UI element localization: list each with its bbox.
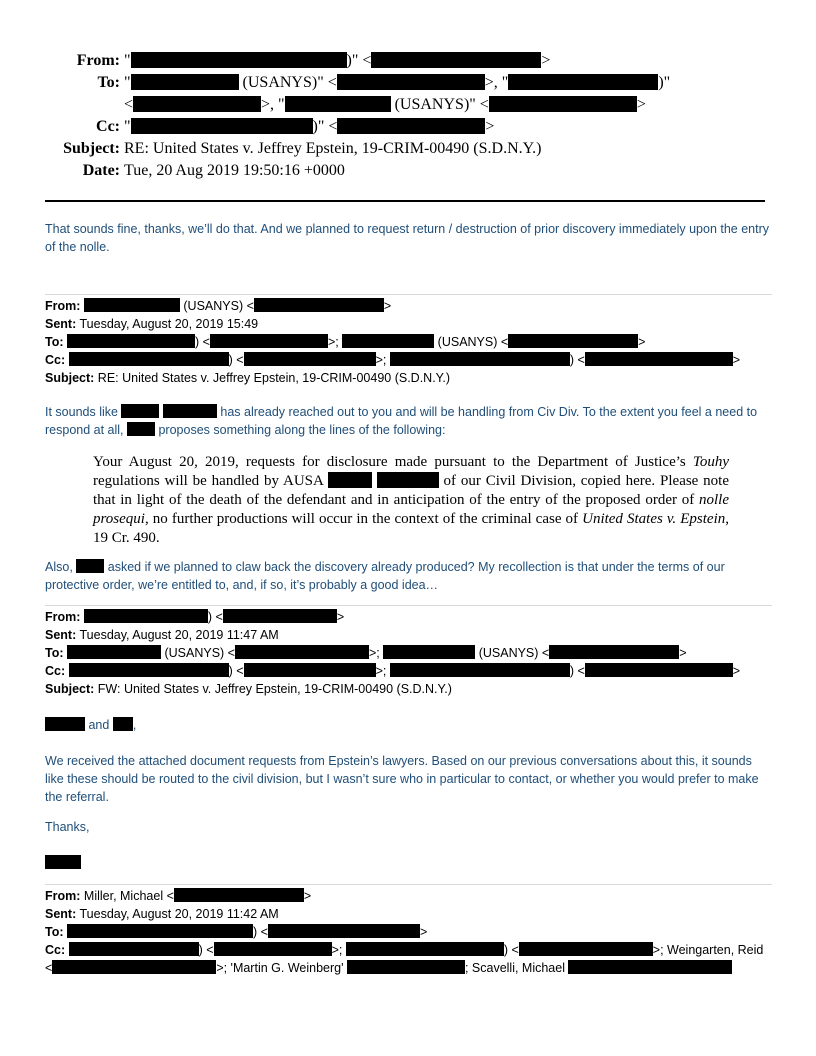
msg4-to-row	[45, 923, 771, 941]
bracket: <	[124, 96, 134, 113]
redaction	[377, 472, 439, 488]
msg3-subject-row	[45, 680, 771, 698]
redaction	[214, 942, 332, 956]
from-value: Miller, Michael <	[83, 889, 174, 903]
from-label: From:	[45, 889, 81, 903]
redaction	[342, 334, 434, 348]
redaction	[235, 645, 369, 659]
bracket: >	[679, 646, 687, 660]
msg3-signature	[45, 854, 771, 872]
redaction	[244, 352, 376, 366]
from-value	[124, 50, 550, 72]
redaction	[489, 96, 637, 112]
sent-label: Sent:	[45, 317, 77, 331]
redaction	[52, 960, 216, 974]
redaction	[390, 352, 570, 366]
msg3-from-row	[45, 608, 771, 626]
redaction	[45, 717, 85, 731]
cc-text: ; Scavelli, Michael	[464, 961, 569, 975]
redaction	[244, 663, 376, 677]
cc-text: >; Weingarten, Reid	[652, 943, 764, 957]
redaction	[69, 663, 229, 677]
redaction	[223, 609, 337, 623]
cc-label: Cc:	[45, 353, 66, 367]
redaction	[383, 645, 475, 659]
sent-label: Sent:	[45, 628, 77, 642]
to-text: >;	[368, 646, 384, 660]
header-from-row	[0, 50, 816, 72]
to-label: To:	[45, 335, 64, 349]
msg4-cc-row-2	[45, 959, 771, 977]
redaction	[585, 663, 733, 677]
redaction	[508, 334, 638, 348]
cc-text: ) <	[228, 353, 244, 367]
bracket: >	[732, 353, 741, 367]
redaction	[121, 404, 159, 418]
to-text: (USANYS)" <	[238, 74, 337, 91]
bracket: >	[636, 96, 646, 113]
msg2-paragraph-1: It sounds like has already reached out to you and will be handling from Civ Div. To the extent you feel a need to respond at all, proposes something along the lines of the following:	[45, 405, 758, 437]
redaction	[67, 924, 253, 938]
redaction	[328, 472, 372, 488]
msg4-sent-row	[45, 905, 771, 923]
redaction	[371, 52, 541, 68]
msg3-greeting: and ,	[45, 716, 771, 734]
cc-text: ) <	[228, 664, 244, 678]
subject-label: Subject:	[45, 682, 95, 696]
redaction	[45, 855, 81, 869]
cc-label: Cc:	[45, 943, 66, 957]
message-separator	[45, 294, 772, 295]
cc-value	[124, 116, 494, 138]
cc-label: Cc:	[45, 664, 66, 678]
redaction	[585, 352, 733, 366]
to-text: (USANYS) <	[161, 646, 235, 660]
msg2-sent-row	[45, 315, 771, 333]
redaction	[133, 96, 261, 112]
sent-value: Tuesday, August 20, 2019 15:49	[79, 317, 259, 331]
sent-label: Sent:	[45, 907, 77, 921]
msg2-to-row	[45, 333, 771, 351]
subject-label: Subject:	[63, 140, 120, 157]
from-label: From:	[45, 610, 81, 624]
to-text: >, "	[261, 96, 285, 113]
email-body	[45, 220, 771, 977]
cc-text: ) <	[503, 943, 519, 957]
cc-text: >;	[331, 943, 346, 957]
subject-label: Subject:	[45, 371, 95, 385]
to-text: >;	[327, 335, 343, 349]
redaction	[127, 422, 155, 436]
redaction	[67, 645, 161, 659]
subject-value: RE: United States v. Jeffrey Epstein, 19-CRIM-00490 (S.D.N.Y.)	[124, 140, 542, 157]
redaction	[268, 924, 420, 938]
to-text: ) <	[253, 925, 268, 939]
bracket: >	[419, 925, 428, 939]
to-text: (USANYS)" <	[390, 96, 489, 113]
redaction	[254, 298, 384, 312]
redaction	[131, 52, 347, 68]
subject-value: FW: United States v. Jeffrey Epstein, 19-CRIM-00490 (S.D.N.Y.)	[97, 682, 452, 696]
subject-value: RE: United States v. Jeffrey Epstein, 19-CRIM-00490 (S.D.N.Y.)	[97, 371, 451, 385]
msg3-cc-row	[45, 662, 771, 680]
cc-text: ) <	[569, 353, 585, 367]
redaction	[549, 645, 679, 659]
cc-text: ) <	[569, 664, 585, 678]
redaction	[76, 559, 104, 573]
header-cc-row	[0, 116, 816, 138]
to-label: To:	[45, 646, 64, 660]
quote-mark: "	[124, 74, 131, 91]
to-label: To:	[97, 74, 120, 91]
quote-mark: "	[124, 118, 131, 135]
email-header	[0, 50, 816, 182]
cc-label: Cc:	[96, 118, 120, 135]
header-date-row	[0, 160, 816, 182]
date-label: Date:	[82, 162, 120, 179]
to-text: )"	[658, 74, 671, 91]
redaction	[337, 74, 485, 90]
bracket: >	[732, 664, 741, 678]
from-label: From:	[45, 299, 81, 313]
cc-text: ) <	[198, 943, 214, 957]
redaction	[390, 663, 570, 677]
msg2-from-row	[45, 297, 771, 315]
cc-text: >; 'Martin G. Weinberg'	[216, 961, 347, 975]
cc-text: )" <	[312, 118, 338, 135]
to-text: (USANYS) <	[434, 335, 509, 349]
bracket: <	[45, 961, 53, 975]
message-separator	[45, 884, 772, 885]
to-value	[124, 72, 670, 94]
to-text: ) <	[195, 335, 210, 349]
msg2-subject-row	[45, 369, 771, 387]
bracket: >	[303, 889, 312, 903]
sent-value: Tuesday, August 20, 2019 11:42 AM	[79, 907, 279, 921]
redaction	[69, 352, 229, 366]
date-value: Tue, 20 Aug 2019 19:50:16 +0000	[124, 162, 345, 179]
header-to-row-2	[0, 94, 816, 116]
bracket: >	[638, 335, 646, 349]
msg2-cc-row	[45, 351, 771, 369]
msg3-sent-row	[45, 626, 771, 644]
header-divider	[45, 200, 765, 202]
from-text: ) <	[207, 610, 223, 624]
msg4-cc-row	[45, 941, 771, 959]
to-text: (USANYS) <	[475, 646, 550, 660]
redaction	[131, 74, 239, 90]
redaction	[285, 96, 391, 112]
to-label: To:	[45, 925, 64, 939]
msg3-to-row	[45, 644, 771, 662]
from-text: (USANYS) <	[179, 299, 254, 313]
redaction	[84, 298, 180, 312]
cc-text: >;	[375, 353, 390, 367]
redaction	[69, 942, 199, 956]
redaction	[163, 404, 217, 418]
redaction	[113, 717, 133, 731]
redaction	[508, 74, 658, 90]
cc-text: >;	[375, 664, 390, 678]
redaction	[210, 334, 328, 348]
redaction	[568, 960, 732, 974]
header-to-row	[0, 72, 816, 94]
quote-mark: )" <	[346, 52, 372, 69]
redaction	[67, 334, 195, 348]
bracket: >	[485, 118, 495, 135]
msg3-paragraph: We received the attached document requests from Epstein’s lawyers. Based on our previous conversations about this, it sounds like these should be routed to the civil division, but I wasn’t sure who in particular to contact, or whether you would prefer to make the referral.	[45, 754, 759, 804]
bracket: >	[383, 299, 392, 313]
to-value-2	[124, 94, 646, 116]
reply-paragraph: That sounds fine, thanks, we’ll do that. And we planned to request return / destruction of prior discovery immediately upon the entry of the nolle.	[45, 222, 770, 254]
redaction	[347, 960, 465, 974]
bracket: >	[541, 52, 551, 69]
msg4-from-row	[45, 887, 771, 905]
to-text: >, "	[484, 74, 509, 91]
message-separator	[45, 605, 772, 606]
redaction	[337, 118, 485, 134]
msg2-paragraph-2: Also, asked if we planned to claw back the discovery already produced? My recollection is that under the terms of our protective order, we’re entitled to, and, if so, it’s probably a good idea…	[45, 560, 725, 592]
proposed-response-quote: Your August 20, 2019, requests for disclosure made pursuant to the Department of Justice’s Touhy regulations will be handled by AUSA of our Civil Division, copied here. Please note that in light of the death of the defendant and in anticipation of the entry of the proposed order of nolle prosequi, no further productions will occur in the context of the criminal case of United States v. Epstein, 19 Cr. 490.	[93, 454, 730, 546]
redaction	[174, 888, 304, 902]
bracket: >	[336, 610, 345, 624]
from-label: From:	[76, 52, 120, 69]
redaction	[84, 609, 208, 623]
sent-value: Tuesday, August 20, 2019 11:47 AM	[79, 628, 279, 642]
quote-mark: "	[124, 52, 131, 69]
redaction	[519, 942, 653, 956]
msg3-thanks: Thanks,	[45, 820, 90, 834]
header-subject-row	[0, 138, 816, 160]
redaction	[131, 118, 313, 134]
redaction	[346, 942, 504, 956]
